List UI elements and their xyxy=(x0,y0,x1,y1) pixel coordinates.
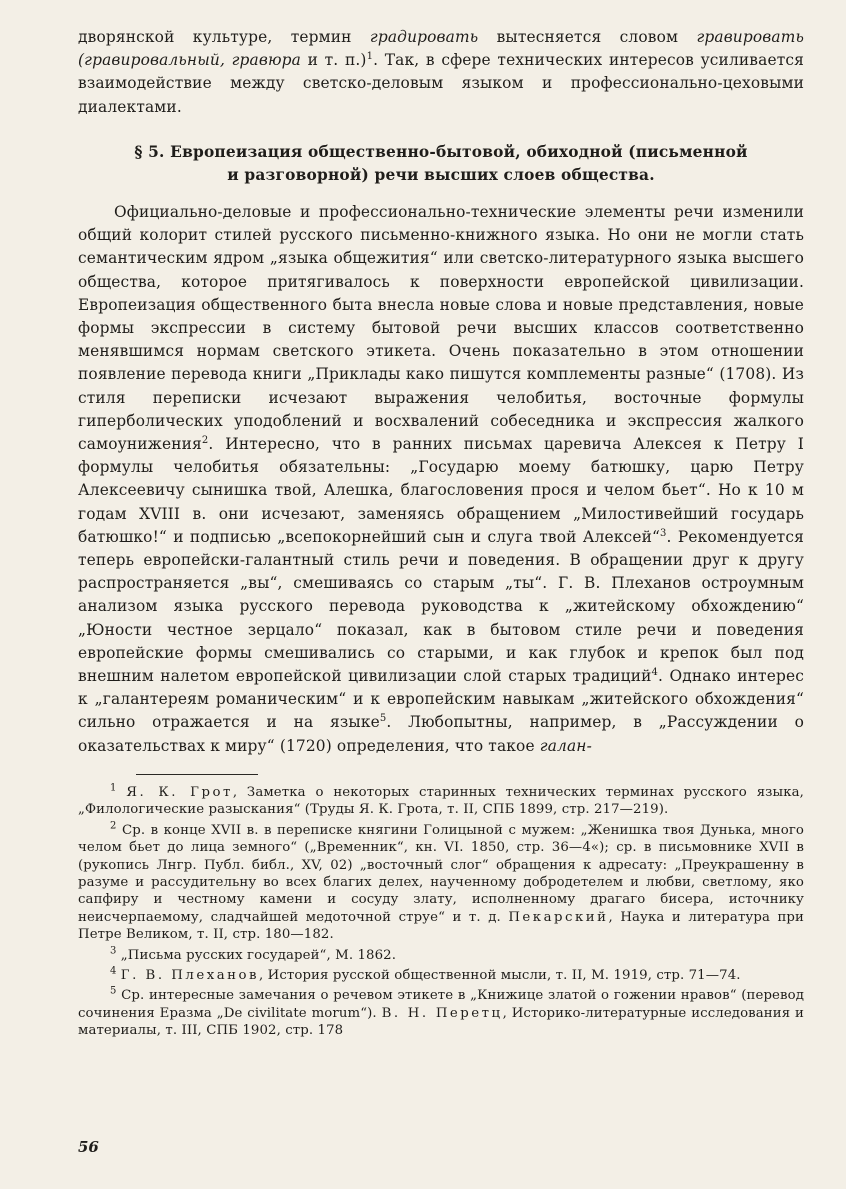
footnote-ref-1[interactable]: 1 xyxy=(366,51,374,63)
footnote-text: Ср. интересные замечания о речевом этикете в „Книжице златой о гожении нравов“ (перевод сочинения Еразма „De civilitate morum“). xyxy=(78,988,805,1021)
intro-paragraph xyxy=(78,26,804,119)
body-text: . Интересно, что в ранних письмах царевича Алексея к Петру I формулы челобитья обязательны: „Государю моему батюшку, царю Петру Алексеевичу сынишка твой, Алешка, благословения прося и челом бьет“. Но к 10 м годам XVIII в. они исчезают, заменяясь обращением „Милостивейший государь батюшко!“ и подписью „всепокорнейший сын и слуга твой Алексей“ xyxy=(78,435,804,546)
footnote-3 xyxy=(78,947,804,964)
footnote-4 xyxy=(78,967,804,984)
term-gravirovat: гравировать (гравировальный, гравюра xyxy=(78,28,804,70)
heading-line-2: и разговорной) речи высших слоев общества. xyxy=(227,166,655,184)
intro-text: дворянской культуре, термин xyxy=(78,28,370,46)
footnote-author: В. Н. Перетц xyxy=(381,1005,503,1021)
footnote-number: 1 xyxy=(110,782,117,794)
page-number: 56 xyxy=(78,1138,99,1156)
footnote-author: Я. К. Грот xyxy=(126,785,233,800)
section-heading xyxy=(78,141,804,187)
footnotes xyxy=(78,784,804,1040)
body-paragraph xyxy=(78,201,804,758)
intro-text: . Так, в сфере технических интересов усиливается взаимодействие между светско-деловым языком и профессионально-цеховыми диалектами. xyxy=(78,51,804,116)
footnote-ref-2[interactable]: 2 xyxy=(201,434,209,446)
footnote-2 xyxy=(78,822,804,944)
footnote-divider xyxy=(136,774,258,775)
footnote-text: , Наука и литература при Петре Великом, т. II, стр. 180—182. xyxy=(78,909,804,943)
body-text: Официально-деловые и профессионально-технические элементы речи изменили общий колорит стилей русского письменно-книжного языка. Но они не могли стать семантическим ядром „языка общежития“ или светско-литературного языка высшего общества, которое притягивалось к поверхности европейской цивилизации. Европеизация общественного быта внесла новые слова и новые представления, новые формы экспрессии в систему бытовой речи высших классов соответственно менявшимся нормам светского этикета. Очень показательно в этом отношении появление перевода книги „Приклады како пишутся комплементы разные“ (1708). Из стиля переписки исчезают выражения челобитья, восточные формулы гиперболических уподоблений и восхвалений собеседника и экспрессия жалкого самоунижения xyxy=(78,203,804,454)
footnote-author: Пекарский xyxy=(508,909,609,925)
term-gradirovat: градировать xyxy=(369,28,479,46)
intro-text: вытесняется словом xyxy=(478,28,697,46)
intro-text: и т. п.) xyxy=(301,51,367,70)
footnote-text: Ср. в конце XVII в. в переписке княгини Голицыной с мужем: „Женишка твоя Дунька, много челом бьет до лица земного“ („Временник“, кн. VI. 1850, стр. 36—4«); ср. в письмовнике XVII в (рукопись Лнгр. Публ. библ., XV, 02) „восточный слог“ обращения к адресату: „Преукрашенну в разуме и рассудительну во всех благих делех, наученному добродетелем и любви, светлому, яко сапфиру и честному камени и сосуду злату, исполненному драгаго бисера, источнику неисчерпаемому, сладчайшей медоточной струе“ и т. д. xyxy=(78,822,804,925)
body-text: . Любопытны, например, в „Рассуждении о оказательствах к миру“ (1720) определения, что такое xyxy=(78,713,804,755)
body-text: . Однако интерес к „галантереям романическим“ и к европейским навыкам „житейского обхождения“ сильно отражается и на языке xyxy=(78,667,804,732)
footnote-ref-4[interactable]: 4 xyxy=(651,666,659,678)
footnote-text: , История русской общественной мысли, т. II, М. 1919, стр. 71—74. xyxy=(258,968,741,984)
footnote-ref-3[interactable]: 3 xyxy=(660,527,667,539)
footnote-1 xyxy=(78,784,804,819)
footnote-number: 4 xyxy=(110,965,117,977)
footnote-5 xyxy=(78,987,804,1039)
footnote-number: 3 xyxy=(110,945,117,957)
footnote-author: Г. В. Плеханов xyxy=(120,968,259,984)
footnote-number: 2 xyxy=(110,820,117,832)
footnote-text: „Письма русских государей“, М. 1862. xyxy=(120,947,397,963)
footnote-number: 5 xyxy=(110,986,117,998)
body-text-italic: галан- xyxy=(539,736,592,755)
body-text: . Рекомендуется теперь европейски-галантный стиль речи и поведения. В обращении друг к другу распространяется „вы“, смешиваясь со старым „ты“. Г. В. Плеханов остроумным анализом языка русского перевода руководства к „житейскому обхождению“ „Юности честное зерцало“ показал, как в бытовом стиле речи и поведения европейские формы смешивались со старыми, и как глубок и крепок был под внешним налетом европейской цивилизации слой старых традиций xyxy=(78,527,804,686)
footnote-text: , Историко-литературные исследования и материалы, т. III, СПБ 1902, стр. 178 xyxy=(78,1005,804,1039)
footnote-ref-5[interactable]: 5 xyxy=(379,713,387,725)
footnote-text: , Заметка о некоторых старинных технических терминах русского языка, „Филологические разыскания“ (Труды Я. К. Грота, т. II, СПБ 1899, стр. 217—219). xyxy=(78,785,804,818)
heading-line-1: § 5. Европеизация общественно-бытовой, обиходной (письменной xyxy=(134,143,748,161)
